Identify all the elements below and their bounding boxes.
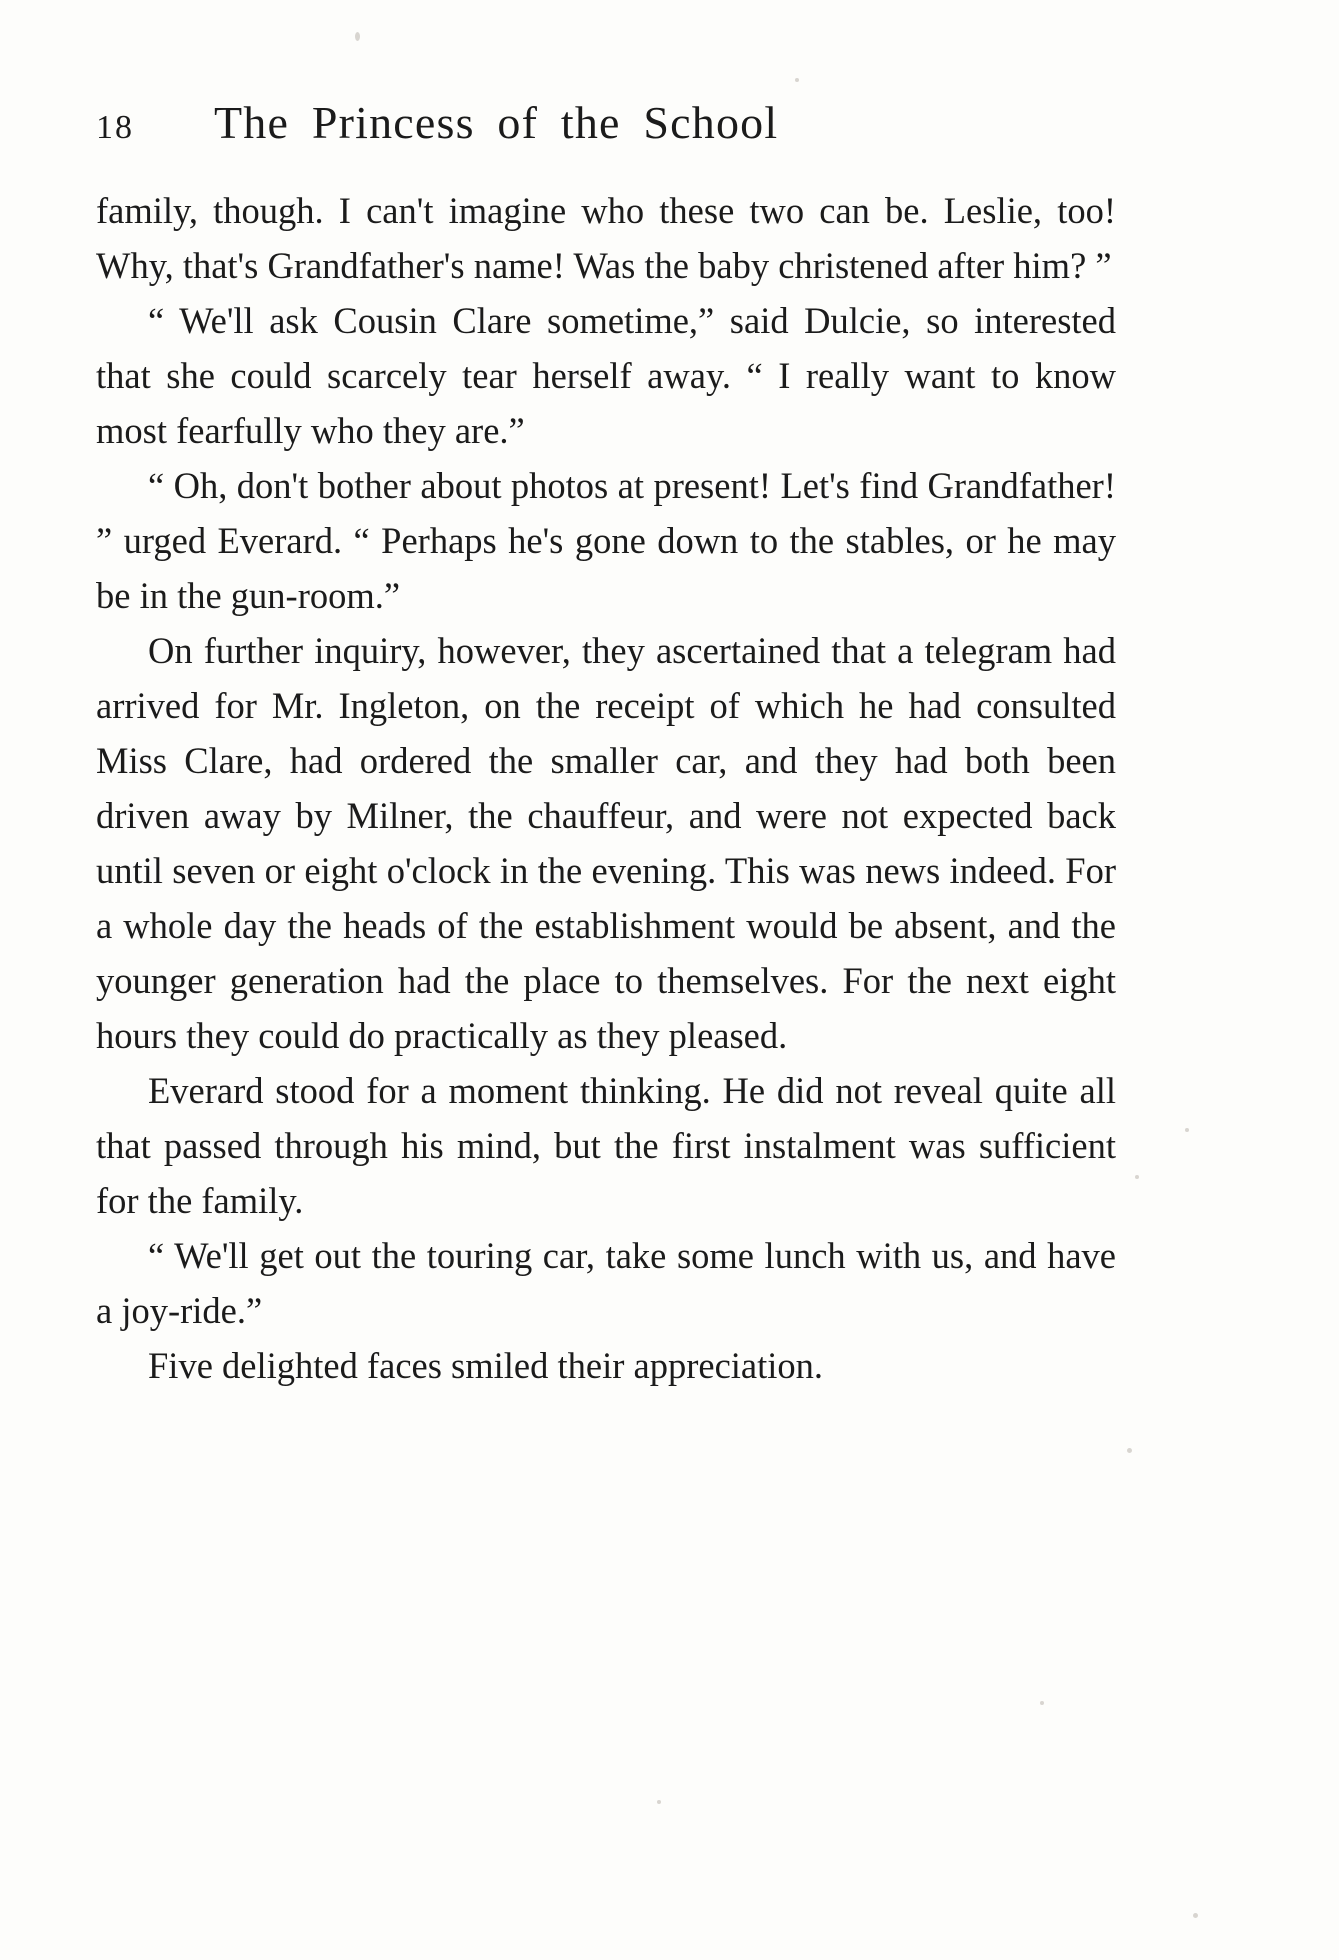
scan-speck	[1040, 1701, 1044, 1705]
scan-speck	[355, 32, 360, 41]
paragraph: family, though. I can't imagine who these two can be. Leslie, too! Why, that's Grandfather's name! Was the baby christened after him? ”	[96, 190, 1116, 286]
scan-speck	[1185, 1128, 1189, 1132]
scan-speck	[657, 1800, 661, 1804]
paragraph: Everard stood for a moment thinking. He did not reveal quite all that passed through his mind, but the first instalment was sufficient for the family.	[96, 1070, 1116, 1221]
body-text	[96, 183, 1116, 1393]
page-header	[96, 96, 1116, 149]
page-number: 18	[96, 109, 134, 146]
paragraph: “ We'll get out the touring car, take some lunch with us, and have a joy-ride.”	[96, 1235, 1116, 1331]
running-title: The Princess of the School	[214, 97, 779, 148]
scan-speck	[1193, 1913, 1198, 1918]
scan-speck	[1135, 1175, 1139, 1179]
paragraph: On further inquiry, however, they ascertained that a telegram had arrived for Mr. Ingleton, on the receipt of which he had consulted Miss Clare, had ordered the smaller car, and they had both been driven away by Milner, the chauffeur, and were not expected back until seven or eight o'clock in the evening. This was news indeed. For a whole day the heads of the establishment would be absent, and the younger generation had the place to themselves. For the next eight hours they could do practically as they pleased.	[96, 630, 1116, 1056]
scan-speck	[795, 78, 799, 82]
paragraph: “ Oh, don't bother about photos at present! Let's find Grandfather! ” urged Everard. “ Perhaps he's gone down to the stables, or he may be in the gun-room.”	[96, 465, 1116, 616]
paragraph: “ We'll ask Cousin Clare sometime,” said Dulcie, so interested that she could scarcely tear herself away. “ I really want to know most fearfully who they are.”	[96, 300, 1116, 451]
scan-speck	[1127, 1448, 1132, 1453]
page-content	[96, 96, 1116, 1393]
paragraph: Five delighted faces smiled their appreciation.	[148, 1345, 824, 1386]
